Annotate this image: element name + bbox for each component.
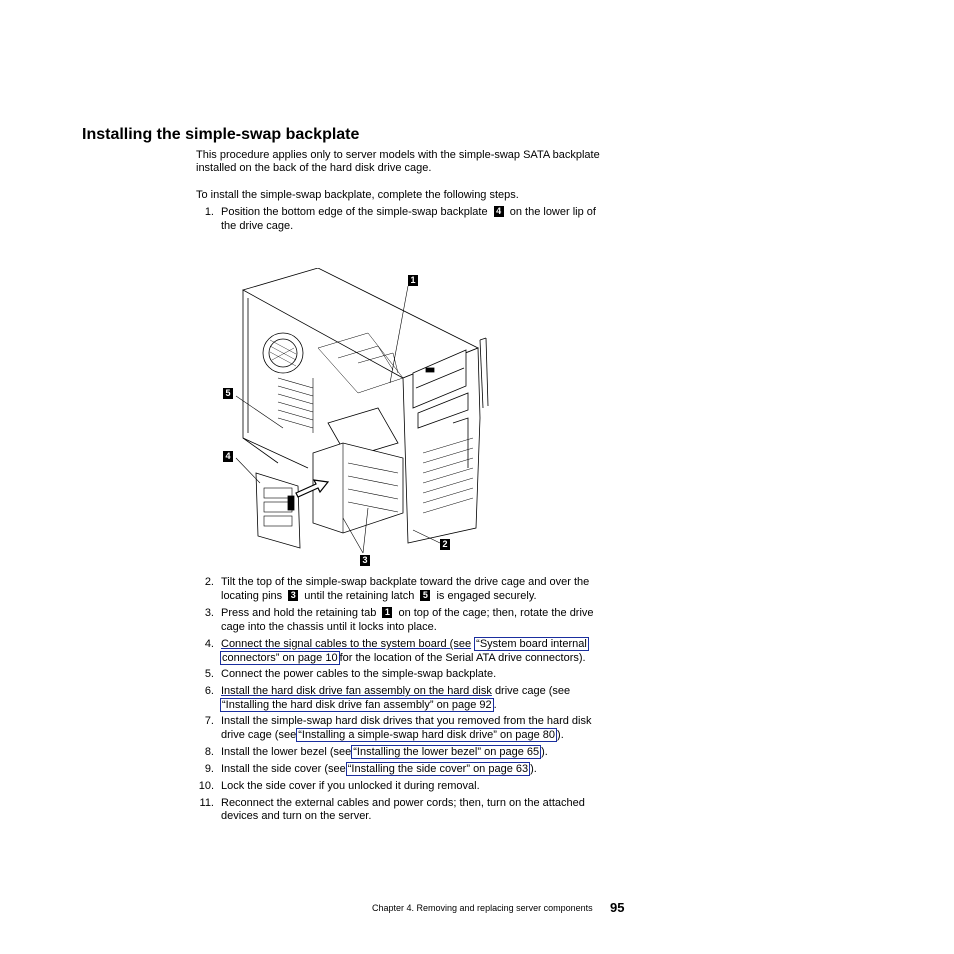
step-number: 8. (204, 746, 214, 758)
step-number: 4. (204, 638, 214, 650)
callout-badge: 1 (382, 607, 392, 618)
figure-callout-1: 1 (408, 275, 418, 286)
footer-chapter: Chapter 4. Removing and replacing server components (372, 903, 593, 913)
step-11-line-2: devices and turn on the server. (221, 810, 372, 822)
step-4-line-1 (221, 638, 589, 652)
intro-line-1: This procedure applies only to server models with the simple-swap SATA backplate (196, 149, 600, 161)
step-number: 3. (204, 607, 214, 619)
link-install-side-cover[interactable]: “Installing the side cover” on page 63 (347, 763, 529, 775)
step-text: on top of the cage; then, rotate the drive (398, 607, 594, 619)
step-6-line-2 (220, 699, 497, 713)
step-text: ). (557, 729, 564, 741)
step-number: 6. (204, 685, 214, 697)
step-text: drive cage (see (494, 685, 571, 697)
link-system-board-connectors[interactable]: “System board internal (476, 638, 587, 650)
step-2-line-2 (221, 590, 537, 604)
callout-badge: 4 (494, 206, 504, 217)
step-text: on the lower lip of (509, 206, 596, 218)
step-1-line-2: the drive cage. (221, 220, 294, 232)
figure-callout-3: 3 (360, 555, 370, 566)
step-5-line-1: Connect the power cables to the simple-swap backplate. (221, 668, 497, 680)
step-text: Press and hold the retaining tab (221, 607, 377, 619)
step-1-line-1 (221, 206, 596, 220)
step-text: is engaged securely. (436, 590, 537, 602)
link-install-lower-bezel[interactable]: “Installing the lower bezel” on page 65 (353, 746, 540, 758)
step-number: 7. (204, 715, 214, 727)
step-text: Position the bottom edge of the simple-swap backplate (221, 206, 488, 218)
step-text: . (493, 699, 497, 711)
step-11-line-1: Reconnect the external cables and power cords; then, turn on the attached (221, 797, 585, 809)
step-number: 5. (204, 668, 214, 680)
step-6-line-1 (221, 685, 570, 699)
server-backplate-illustration (218, 268, 508, 573)
link-install-simple-swap-drive[interactable]: “Installing a simple-swap hard disk drive” on page 80 (298, 729, 556, 741)
step-7-line-1: Install the simple-swap hard disk drives that you removed from the hard disk (221, 715, 592, 727)
step-9-line-1 (221, 763, 537, 777)
step-text: until the retaining latch (304, 590, 415, 602)
step-10-line-1: Lock the side cover if you unlocked it during removal. (221, 780, 480, 792)
step-7-line-2 (221, 729, 564, 743)
step-number: 2. (204, 576, 214, 588)
step-text: Install the lower bezel (see (221, 746, 352, 758)
figure-callout-2: 2 (440, 539, 450, 550)
step-number: 1. (204, 206, 214, 218)
step-text: ). (530, 763, 537, 775)
figure-callout-5: 5 (223, 388, 233, 399)
callout-badge: 3 (288, 590, 298, 601)
step-text: Install the hard disk drive fan assembly on the hard disk (221, 685, 492, 697)
step-number: 9. (204, 763, 214, 775)
figure-callout-4: 4 (223, 451, 233, 462)
link-install-fan-assembly[interactable]: “Installing the hard disk drive fan assembly” on page 92 (222, 699, 492, 711)
step-3-line-2: cage into the chassis until it locks into place. (221, 621, 437, 633)
intro-line-2: installed on the back of the hard disk drive cage. (196, 162, 432, 174)
step-3-line-1 (221, 607, 594, 621)
step-2-line-1: Tilt the top of the simple-swap backplate toward the drive cage and over the (221, 576, 590, 588)
link-system-board-connectors-cont[interactable]: connectors” on page 10 (222, 652, 338, 664)
step-8-line-1 (221, 746, 548, 760)
step-text: Install the side cover (see (221, 763, 346, 775)
step-number: 10. (198, 780, 214, 792)
step-text: ). (541, 746, 548, 758)
section-heading: Installing the simple-swap backplate (82, 126, 360, 143)
step-4-line-2 (220, 652, 586, 666)
step-text: locating pins (221, 590, 283, 602)
callout-badge: 5 (420, 590, 430, 601)
page-number: 95 (610, 900, 625, 915)
step-text: for the location of the Serial ATA drive connectors). (339, 652, 586, 664)
step-text: drive cage (see (221, 729, 297, 741)
steps-intro: To install the simple-swap backplate, complete the following steps. (196, 189, 519, 201)
step-number: 11. (199, 797, 214, 809)
step-text: Connect the signal cables to the system board (see (221, 638, 472, 650)
